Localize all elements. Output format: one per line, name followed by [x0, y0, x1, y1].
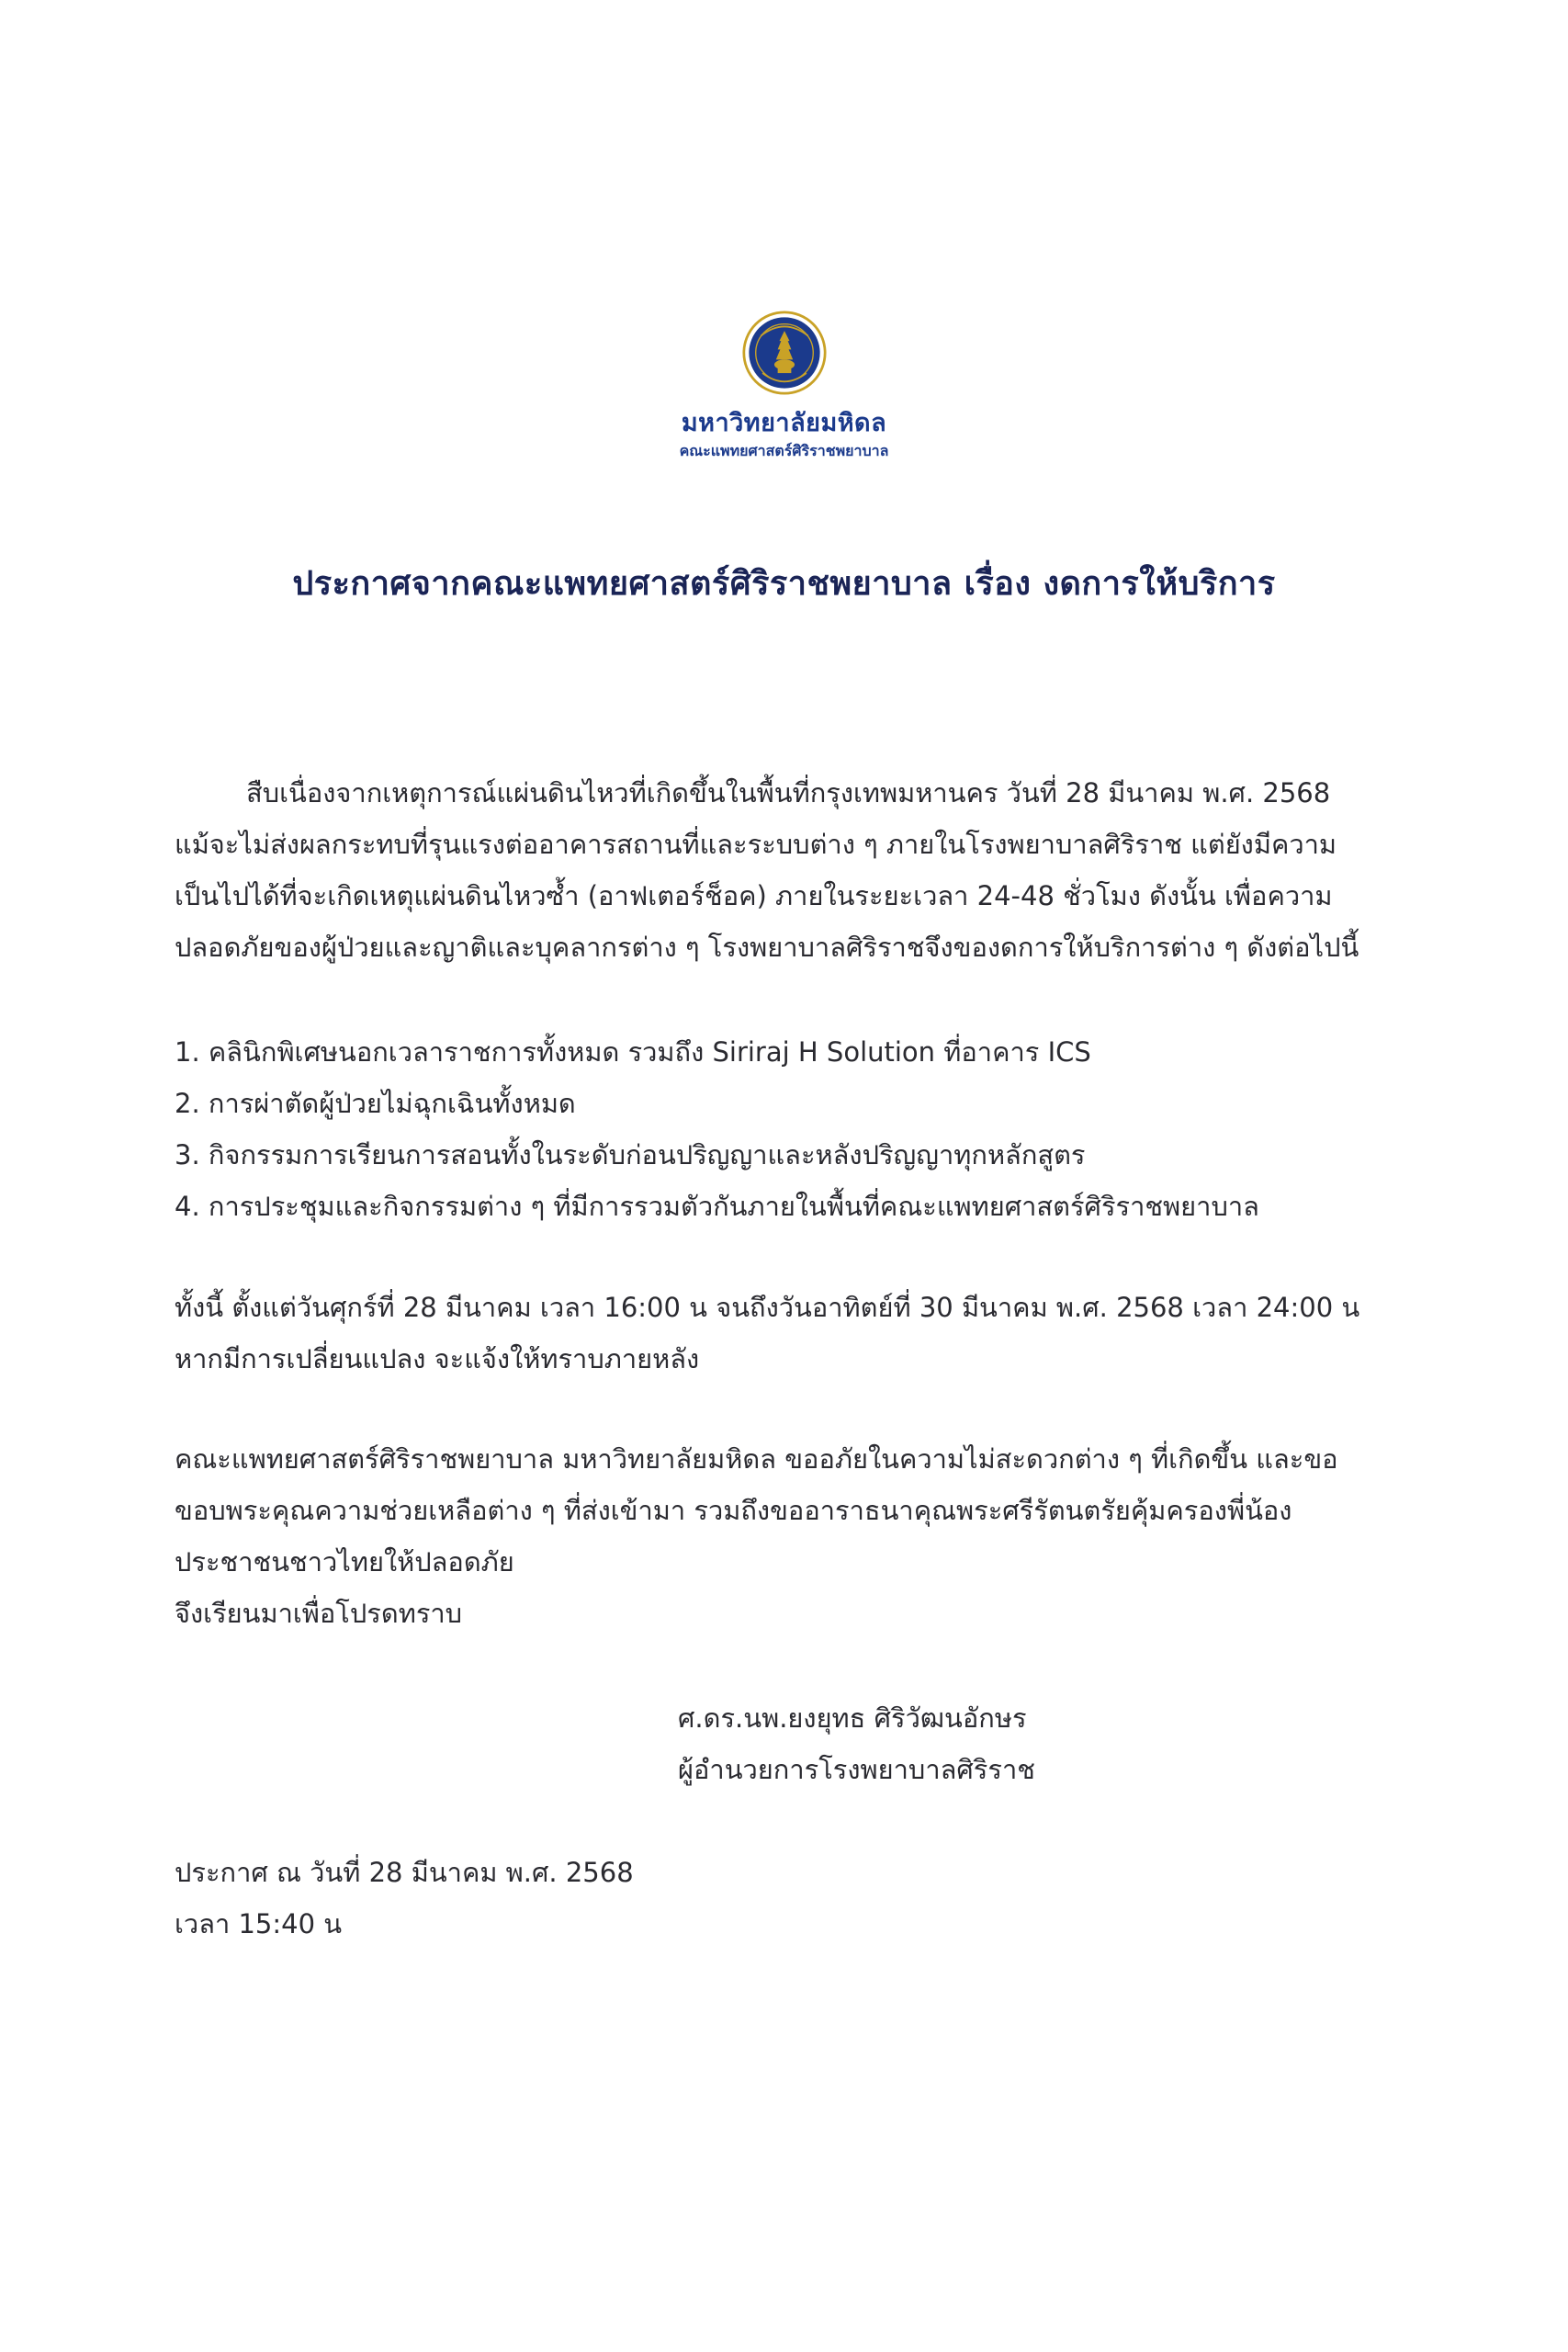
effective-period [175, 1282, 1424, 1385]
intro-line: ปลอดภัยของผู้ป่วยและญาติและบุคลากรต่าง ๆ โรงพยาบาลศิริราชจึงของดการให้บริการต่าง ๆ ดังต่อไปนี้ [175, 932, 1359, 963]
suspended-services-list [175, 1026, 1424, 1232]
list-item: 1. คลินิกพิเศษนอกเวลาราชการทั้งหมด รวมถึง Siriraj H Solution ที่อาคาร ICS [175, 1036, 1091, 1068]
faculty-name: คณะแพทยศาสตร์ศิริราชพยาบาล [679, 442, 889, 459]
announcement-date: ประกาศ ณ วันที่ 28 มีนาคม พ.ศ. 2568 [175, 1857, 634, 1888]
apology-line: ขอบพระคุณความช่วยเหลือต่าง ๆ ที่ส่งเข้ามา รวมถึงขออาราธนาคุณพระศรีรัตนตรัยคุ้มครองพี่น้อง [175, 1495, 1292, 1526]
intro-line: แม้จะไม่ส่งผลกระทบที่รุนแรงต่ออาคารสถานที่และระบบต่าง ๆ ภายในโรงพยาบาลศิริราช แต่ยังมีความ [175, 829, 1337, 860]
intro-line: เป็นไปได้ที่จะเกิดเหตุแผ่นดินไหวซ้ำ (อาฟเตอร์ช็อค) ภายในระยะเวลา 24-48 ชั่วโมง ดังนั้น เพื่อความ [175, 880, 1333, 911]
apology-line: ประชาชนชาวไทยให้ปลอดภัย [175, 1546, 514, 1577]
apology-line: คณะแพทยศาสตร์ศิริราชพยาบาล มหาวิทยาลัยมหิดล ขออภัยในความไม่สะดวกต่าง ๆ ที่เกิดขึ้น และขอ [175, 1443, 1338, 1475]
list-item: 2. การผ่าตัดผู้ป่วยไม่ฉุกเฉินทั้งหมด [175, 1088, 576, 1119]
announcement-dateline [175, 1847, 1424, 1950]
university-name: มหาวิทยาลัยมหิดล [681, 409, 887, 437]
intro-line: สืบเนื่องจากเหตุการณ์แผ่นดินไหวที่เกิดขึ้นในพื้นที่กรุงเทพมหานคร วันที่ 28 มีนาคม พ.ศ. 2568 [246, 777, 1331, 808]
signature-block [678, 1692, 1035, 1795]
signatory-position: ผู้อำนวยการโรงพยาบาลศิริราช [678, 1754, 1035, 1785]
period-line: หากมีการเปลี่ยนแปลง จะแจ้งให้ทราบภายหลัง [175, 1343, 700, 1374]
apology-paragraph [175, 1433, 1424, 1639]
mahidol-university-seal-icon [742, 311, 827, 395]
intro-paragraph [175, 767, 1424, 973]
signatory-name: ศ.ดร.นพ.ยงยุทธ ศิริวัฒนอักษร [678, 1702, 1027, 1734]
announcement-title: ประกาศจากคณะแพทยศาสตร์ศิริราชพยาบาล เรื่อง งดการให้บริการ [292, 565, 1276, 603]
period-line: ทั้งนี้ ตั้งแต่วันศุกร์ที่ 28 มีนาคม เวลา 16:00 น จนถึงวันอาทิตย์ที่ 30 มีนาคม พ.ศ. 2568 เวลา 24:00 น [175, 1292, 1360, 1323]
list-item: 4. การประชุมและกิจกรรมต่าง ๆ ที่มีการรวมตัวกันภายในพื้นที่คณะแพทยศาสตร์ศิริราชพยาบาล [175, 1191, 1259, 1222]
announcement-time: เวลา 15:40 น [175, 1908, 343, 1939]
list-item: 3. กิจกรรมการเรียนการสอนทั้งในระดับก่อนปริญญาและหลังปริญญาทุกหลักสูตร [175, 1139, 1086, 1170]
letterhead [0, 311, 1568, 461]
apology-line: จึงเรียนมาเพื่อโปรดทราบ [175, 1598, 463, 1629]
